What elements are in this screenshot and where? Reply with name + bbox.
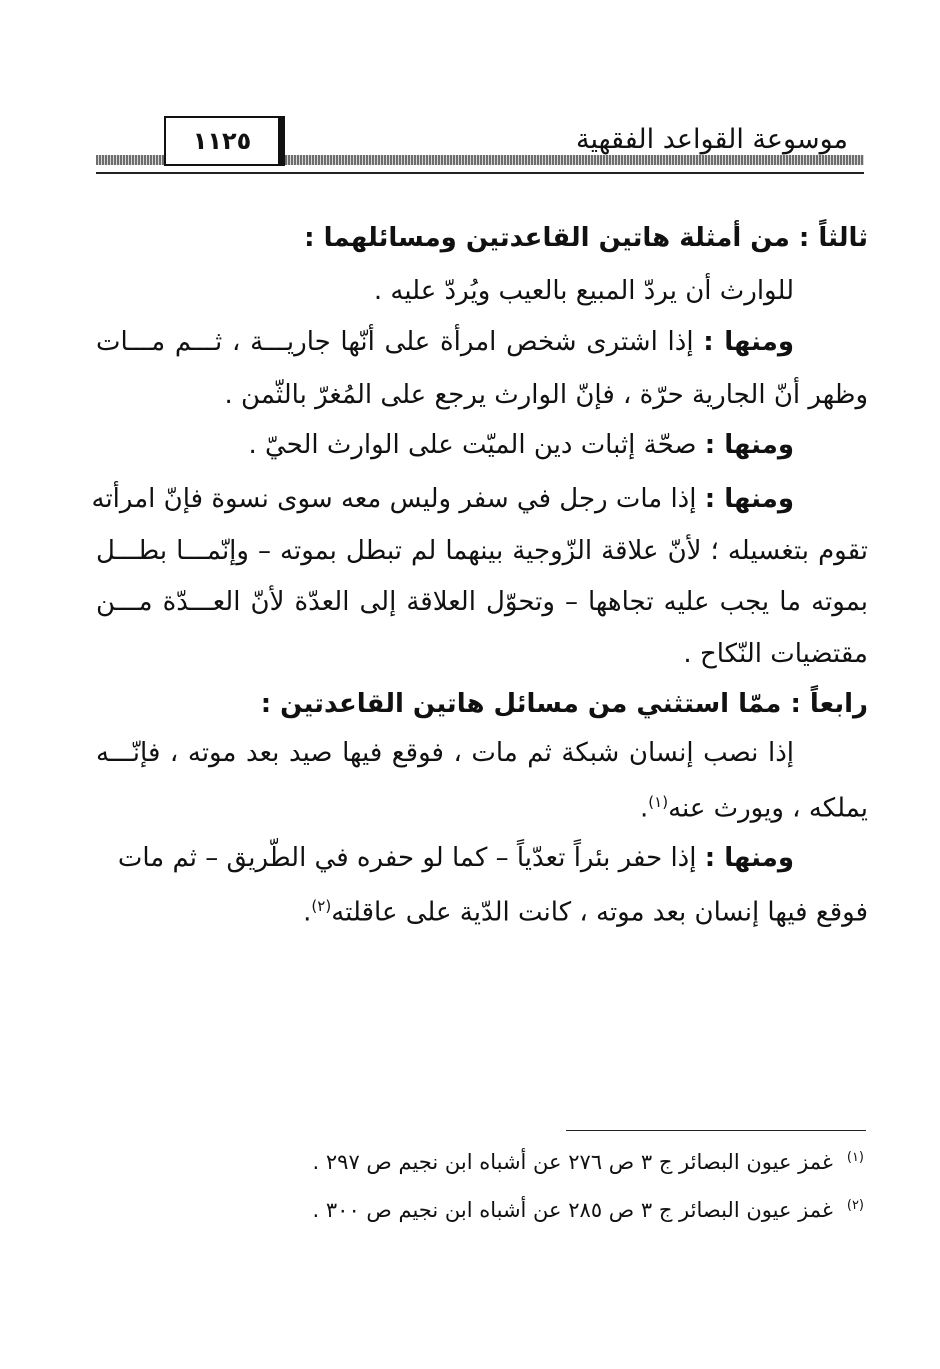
keyword-minha: ومنها : [704, 843, 794, 873]
body-line-2 [96, 320, 868, 364]
body-line-7: بموته ما يجب عليه تجاهها – وتحوّل العلاقة إلى العدّة لأنّ العـــدّة مـــن [96, 587, 868, 617]
keyword-minha: ومنها : [704, 430, 794, 460]
heading-text: من أمثلة هاتين القاعدتين ومسائلهما : [304, 223, 790, 253]
keyword-minha: ومنها : [704, 484, 794, 514]
page-number: ١١٢٥ [164, 116, 285, 166]
footnote-separator [566, 1130, 866, 1131]
footnote-marker-1: (١) [648, 793, 669, 811]
body-line-4 [96, 423, 868, 467]
section-heading-third [96, 216, 868, 260]
footnote-1 [313, 1150, 864, 1174]
body-line-8: مقتضيات النّكاح . [683, 639, 868, 669]
body-line-3: وظهر أنّ الجارية حرّة ، فإنّ الوارث يرجع على المُغرّ بالثّمن . [224, 380, 868, 410]
line-text: إذا حفر بئراً تعدّياً – كما لو حفره في الطّريق – ثم مات [117, 843, 697, 873]
line-text: إذا مات رجل في سفر وليس معه سوى نسوة فإنّ امرأته [91, 484, 697, 514]
line-text: يملكه ، ويورث عنه [668, 793, 868, 824]
heading-lead: ثالثاً : [798, 223, 868, 253]
line-text: إذا اشترى شخص امرأة على أنّها جاريـــة ، ثـــم مـــات [96, 327, 694, 357]
body-line-12 [96, 884, 868, 935]
footnote-marker-2: (٢) [311, 897, 332, 915]
body-line-5 [91, 477, 868, 521]
heading-text: ممّا استثني من مسائل هاتين القاعدتين : [260, 689, 782, 719]
footnote-mark: (١) [846, 1150, 864, 1165]
line-text: فوقع فيها إنسان بعد موته ، كانت الدّية على عاقلته [331, 897, 868, 928]
body-line-6: تقوم بتغسيله ؛ لأنّ علاقة الزّوجية بينهما لم تبطل بموته – وإنّمـــا بطـــل [96, 536, 868, 566]
body-line-1: للوارث أن يردّ المبيع بالعيب ويُردّ عليه . [373, 276, 794, 306]
footnote-2 [313, 1198, 864, 1222]
header-rule-line [96, 172, 864, 174]
line-end: . [640, 793, 649, 824]
body-line-11 [96, 836, 868, 880]
line-end: . [303, 897, 312, 928]
footnote-text: غمز عيون البصائر ج ٣ ص ٢٨٥ عن أشباه ابن نجيم ص ٣٠٠ . [312, 1198, 833, 1222]
footnote-mark: (٢) [846, 1198, 864, 1213]
running-header-title: موسوعة القواعد الفقهية [576, 124, 848, 155]
heading-lead: رابعاً : [790, 689, 868, 719]
footnote-text: غمز عيون البصائر ج ٣ ص ٢٧٦ عن أشباه ابن نجيم ص ٢٩٧ . [312, 1150, 833, 1174]
body-line-10 [96, 780, 868, 831]
line-text: صحّة إثبات دين الميّت على الوارث الحيّ . [248, 430, 697, 460]
section-heading-fourth [96, 682, 868, 726]
keyword-minha: ومنها : [703, 327, 795, 357]
body-line-9: إذا نصب إنسان شبكة ثم مات ، فوقع فيها صيد بعد موته ، فإنّـــه [96, 738, 794, 768]
